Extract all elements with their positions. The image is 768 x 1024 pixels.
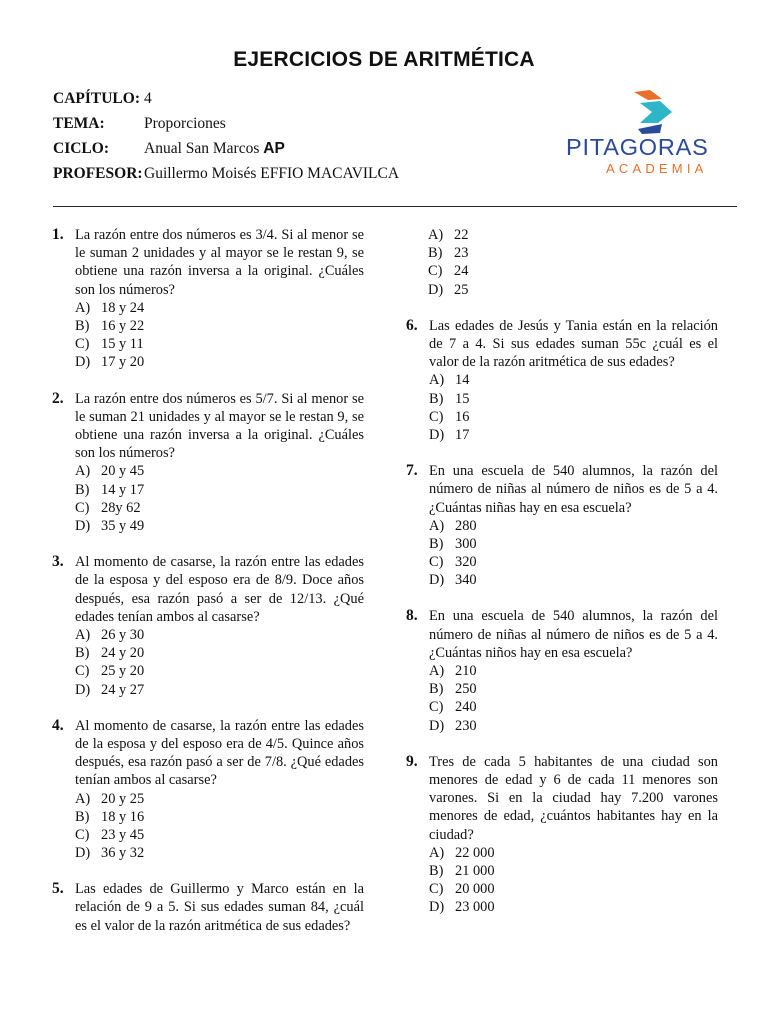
question-text: Tres de cada 5 habitantes de una ciudad son menores de edad y 6 de cada 11 menores son varones. Si en la ciudad hay 7.200 varones menores de edad, ¿cuántos habitantes hay en la ciudad? bbox=[429, 753, 718, 843]
option-value: 25 y 20 bbox=[101, 663, 145, 680]
option-value: 24 y 20 bbox=[101, 645, 145, 662]
option-letter: C) bbox=[429, 408, 444, 425]
logo-arrow-icon bbox=[560, 88, 750, 136]
column-left bbox=[52, 226, 364, 953]
option-value: 210 bbox=[455, 663, 477, 680]
option-value: 23 y 45 bbox=[101, 826, 145, 843]
option-value: 17 bbox=[455, 426, 470, 443]
question-number: 9. bbox=[406, 752, 418, 770]
option-letter: A) bbox=[428, 227, 444, 243]
option-value: 24 bbox=[454, 263, 469, 280]
option-value: 16 bbox=[455, 408, 470, 425]
question-number: 2. bbox=[52, 389, 64, 407]
options-list bbox=[429, 844, 718, 917]
option-letter: A) bbox=[75, 463, 91, 480]
question-number: 6. bbox=[406, 316, 418, 334]
option-value: 20 000 bbox=[455, 881, 495, 898]
option-letter: B) bbox=[75, 318, 90, 334]
option-value: 15 bbox=[455, 390, 470, 407]
option bbox=[75, 299, 364, 317]
question-4 bbox=[52, 717, 364, 863]
meta-row-teacher bbox=[53, 165, 399, 190]
option-letter: A) bbox=[75, 626, 91, 643]
meta-value: Guillermo Moisés EFFIO MACAVILCA bbox=[144, 165, 400, 182]
option-value: 340 bbox=[455, 572, 477, 589]
meta-row-chapter bbox=[53, 90, 399, 115]
option-value: 18 y 24 bbox=[101, 299, 145, 316]
options-list bbox=[429, 371, 718, 444]
option bbox=[75, 844, 364, 862]
option-letter: B) bbox=[75, 481, 90, 498]
option bbox=[429, 371, 718, 389]
meta-key: CICLO: bbox=[53, 140, 109, 157]
question-6 bbox=[406, 317, 718, 444]
meta-key: TEMA: bbox=[53, 115, 105, 132]
option-letter: D) bbox=[429, 899, 445, 916]
option bbox=[429, 408, 718, 426]
option-letter: B) bbox=[75, 808, 90, 825]
meta-key: PROFESOR: bbox=[53, 165, 143, 182]
option bbox=[75, 317, 364, 335]
option bbox=[428, 244, 718, 262]
question-number: 5. bbox=[52, 880, 64, 898]
option-letter: A) bbox=[75, 299, 91, 316]
option bbox=[75, 462, 364, 480]
meta-value bbox=[144, 140, 285, 158]
question-2 bbox=[52, 390, 364, 536]
option bbox=[428, 262, 718, 280]
option bbox=[75, 826, 364, 844]
option-letter: D) bbox=[429, 572, 445, 589]
option-value: 23 bbox=[454, 245, 469, 262]
option-letter: D) bbox=[75, 681, 91, 698]
option-value: 28y 62 bbox=[101, 499, 141, 516]
question-text: La razón entre dos números es 3/4. Si al menor se le suman 2 unidades y al mayor se le restan 9, se obtiene una razón inversa a la original. ¿Cuáles son los números? bbox=[75, 227, 364, 298]
question-number: 8. bbox=[406, 607, 418, 625]
option bbox=[75, 626, 364, 644]
option-letter: A) bbox=[429, 663, 445, 680]
question-3 bbox=[52, 553, 364, 699]
option-value: 230 bbox=[455, 717, 477, 734]
option-letter: D) bbox=[429, 717, 445, 734]
meta-value-text: Anual San Marcos bbox=[144, 140, 264, 157]
option bbox=[429, 535, 718, 553]
option-letter: B) bbox=[429, 390, 444, 407]
option bbox=[429, 717, 718, 735]
option-value: 320 bbox=[455, 554, 477, 571]
option bbox=[429, 390, 718, 408]
option-letter: A) bbox=[429, 844, 445, 861]
option bbox=[75, 335, 364, 353]
question-text: En una escuela de 540 alumnos, la razón del número de niñas al número de niños es de 5 a 4. ¿Cuántas niños hay en esa escuela? bbox=[429, 608, 718, 661]
option-value: 250 bbox=[455, 681, 477, 698]
question-number: 3. bbox=[52, 553, 64, 571]
question-1 bbox=[52, 226, 364, 372]
option-value: 36 y 32 bbox=[101, 845, 145, 862]
option-value: 300 bbox=[455, 535, 477, 552]
option-value: 20 y 25 bbox=[101, 790, 145, 807]
option bbox=[75, 517, 364, 535]
option bbox=[429, 517, 718, 535]
option-letter: A) bbox=[429, 517, 445, 534]
meta-row-cycle bbox=[53, 140, 399, 165]
meta-value: 4 bbox=[144, 90, 152, 107]
option-letter: D) bbox=[75, 845, 91, 862]
option-letter: C) bbox=[75, 499, 90, 516]
option bbox=[428, 281, 718, 299]
logo-wordmark: PITAGORAS bbox=[566, 134, 709, 160]
options-list bbox=[75, 462, 364, 535]
pitagoras-logo bbox=[560, 88, 750, 184]
question-5-options bbox=[406, 226, 718, 299]
option-letter: D) bbox=[429, 426, 445, 443]
option-value: 16 y 22 bbox=[101, 318, 145, 334]
header-info bbox=[53, 90, 399, 190]
question-text: Al momento de casarse, la razón entre las edades de la esposa y del esposo era de 8/9. Doce años después, esa razón pasó a ser de 12/13. ¿Qué edades tenían ambos al casarse? bbox=[75, 554, 364, 625]
option-letter: C) bbox=[429, 554, 444, 571]
column-right bbox=[406, 226, 718, 935]
option-value: 24 y 27 bbox=[101, 681, 145, 698]
option bbox=[429, 553, 718, 571]
option-letter: D) bbox=[428, 281, 444, 298]
options-list bbox=[429, 662, 718, 735]
option bbox=[429, 844, 718, 862]
option-letter: D) bbox=[75, 354, 91, 371]
question-7 bbox=[406, 462, 718, 589]
option-value: 22 000 bbox=[455, 844, 495, 861]
option bbox=[428, 226, 718, 244]
question-5 bbox=[52, 880, 364, 935]
option-letter: C) bbox=[75, 826, 90, 843]
option bbox=[75, 808, 364, 826]
options-list bbox=[75, 299, 364, 372]
option-letter: C) bbox=[75, 336, 90, 353]
question-number: 1. bbox=[52, 226, 64, 243]
option-value: 25 bbox=[454, 281, 469, 298]
question-text: Las edades de Jesús y Tania están en la relación de 7 a 4. Si sus edades suman 55c ¿cuál es el valor de la razón aritmética de sus edades? bbox=[429, 317, 718, 371]
option bbox=[75, 681, 364, 699]
option bbox=[75, 790, 364, 808]
option-value: 14 y 17 bbox=[101, 481, 145, 498]
option-letter: D) bbox=[75, 517, 91, 534]
question-9 bbox=[406, 753, 718, 917]
option-letter: C) bbox=[75, 663, 90, 680]
page-title: EJERCICIOS DE ARITMÉTICA bbox=[233, 48, 535, 71]
question-text: La razón entre dos números es 5/7. Si al menor se le suman 21 unidades y al mayor se le restan 9, se obtiene una razón inversa a la original. ¿Cuáles son los números? bbox=[75, 390, 364, 462]
option bbox=[429, 880, 718, 898]
meta-key: CAPÍTULO: bbox=[53, 90, 140, 107]
option-value: 18 y 16 bbox=[101, 808, 145, 825]
option-letter: C) bbox=[429, 699, 444, 716]
meta-row-topic bbox=[53, 115, 399, 140]
option-value: 17 y 20 bbox=[101, 354, 145, 371]
options-list bbox=[75, 790, 364, 863]
option-value: 20 y 45 bbox=[101, 463, 145, 480]
option-value: 280 bbox=[455, 517, 477, 534]
options-list bbox=[429, 517, 718, 590]
meta-value-badge: AP bbox=[263, 140, 285, 157]
options-list bbox=[428, 226, 718, 299]
header-divider bbox=[53, 206, 737, 207]
options-list bbox=[75, 626, 364, 699]
option bbox=[75, 662, 364, 680]
option-value: 14 bbox=[455, 372, 470, 389]
option-value: 22 bbox=[454, 227, 469, 243]
option bbox=[429, 862, 718, 880]
question-text: Al momento de casarse, la razón entre las edades de la esposa y del esposo era de 4/5. Quince años después, esa razón pasó a ser de 7/8. ¿Qué edades tenían ambos al casarse? bbox=[75, 717, 364, 789]
option bbox=[429, 898, 718, 916]
option bbox=[429, 662, 718, 680]
option-letter: B) bbox=[75, 645, 90, 662]
option-value: 240 bbox=[455, 699, 477, 716]
option-value: 15 y 11 bbox=[101, 336, 144, 353]
option-value: 23 000 bbox=[455, 899, 495, 916]
option-value: 35 y 49 bbox=[101, 517, 145, 534]
option bbox=[75, 353, 364, 371]
option-letter: A) bbox=[429, 372, 445, 389]
option bbox=[429, 698, 718, 716]
question-number: 4. bbox=[52, 716, 64, 734]
option bbox=[75, 499, 364, 517]
option bbox=[429, 426, 718, 444]
option-value: 26 y 30 bbox=[101, 626, 145, 643]
question-text: Las edades de Guillermo y Marco están en la relación de 9 a 5. Si sus edades suman 84, ¿cuál es el valor de la razón aritmética de sus edades? bbox=[75, 881, 364, 934]
option-letter: B) bbox=[429, 863, 444, 880]
option-value: 21 000 bbox=[455, 863, 495, 880]
question-number: 7. bbox=[406, 462, 418, 480]
option-letter: A) bbox=[75, 790, 91, 807]
option-letter: B) bbox=[429, 535, 444, 552]
logo-subtitle: ACADEMIA bbox=[606, 161, 708, 176]
option-letter: C) bbox=[429, 881, 444, 898]
option bbox=[75, 481, 364, 499]
option bbox=[429, 680, 718, 698]
option bbox=[75, 644, 364, 662]
question-8 bbox=[406, 607, 718, 734]
option-letter: C) bbox=[428, 263, 443, 280]
option bbox=[429, 571, 718, 589]
meta-value: Proporciones bbox=[144, 115, 226, 132]
question-text: En una escuela de 540 alumnos, la razón del número de niñas al número de niños es de 5 a 4. ¿Cuántas niñas hay en esa escuela? bbox=[429, 463, 718, 516]
option-letter: B) bbox=[428, 245, 443, 262]
option-letter: B) bbox=[429, 681, 444, 698]
